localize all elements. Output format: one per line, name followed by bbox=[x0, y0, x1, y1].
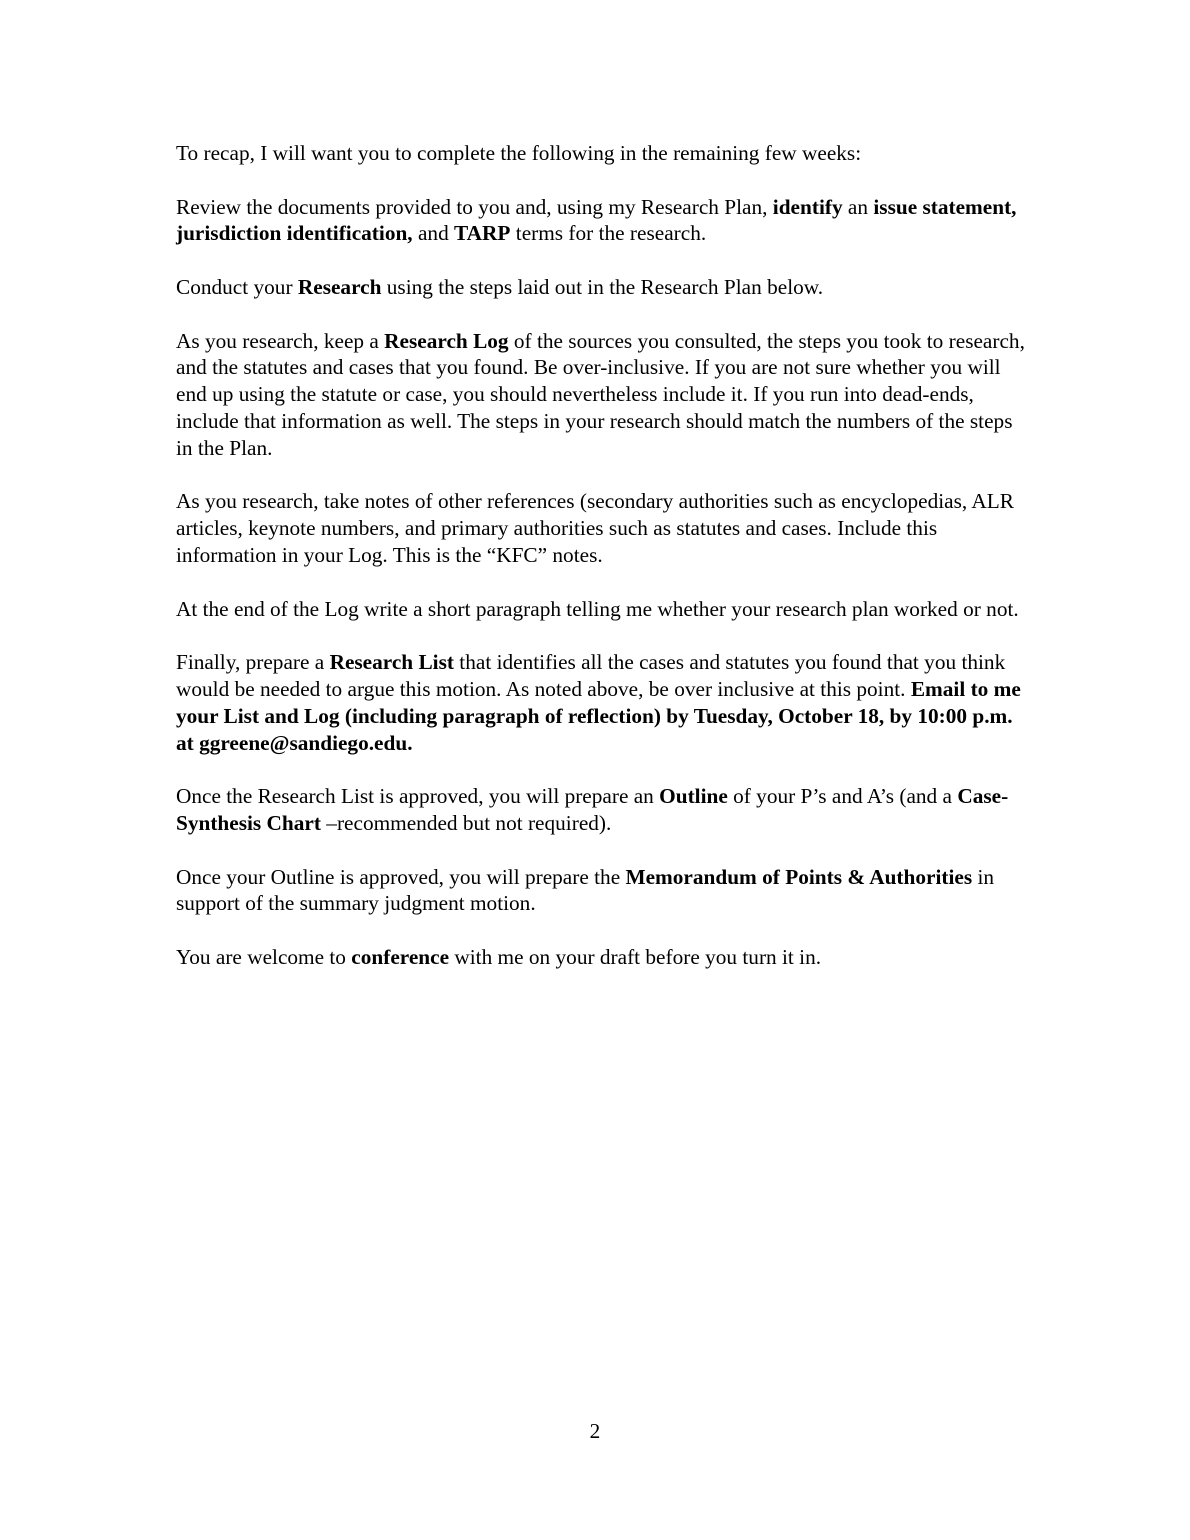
text-run-bold: identify bbox=[772, 194, 843, 219]
paragraph-review bbox=[176, 194, 1026, 248]
text-run-bold: TARP bbox=[454, 221, 511, 246]
paragraph-recap bbox=[176, 140, 1026, 167]
text-run-bold: conference bbox=[351, 944, 450, 969]
text-run: of the sources you consulted, the steps you took to research, and the statutes and cases that you found. Be over-inclusive. If you are not sure whether you will end up using the statute or case, you should nevertheless include it. If you run into dead-ends, include that information as well. The steps in your research should match the numbers of the steps in the Plan. bbox=[176, 328, 1025, 460]
text-run: with me on your draft before you turn it in. bbox=[449, 944, 822, 969]
text-run: To recap, I will want you to complete the following in the remaining few weeks: bbox=[176, 141, 862, 165]
text-run: Finally, prepare a bbox=[176, 650, 330, 675]
text-run: an bbox=[842, 194, 874, 219]
text-run-bold: Case-Synthesis Chart bbox=[176, 784, 1009, 835]
text-run-bold: Research bbox=[297, 274, 382, 299]
text-run: that identifies all the cases and statutes you found that you think would be needed to argue this motion. As noted above, be over inclusive at this point. bbox=[176, 650, 1006, 701]
paragraph-memorandum bbox=[176, 864, 1026, 918]
text-run: You are welcome to bbox=[176, 944, 352, 969]
text-run: using the steps laid out in the Research Plan below. bbox=[381, 274, 824, 299]
text-run-bold: issue statement, jurisdiction identification, bbox=[176, 194, 1017, 246]
text-run: in support of the summary judgment motion. bbox=[176, 864, 995, 916]
paragraph-reflection bbox=[176, 596, 1026, 623]
text-run: of your P’s and A’s (and a bbox=[727, 784, 958, 809]
text-run: Conduct your bbox=[176, 274, 298, 299]
paragraph-notes bbox=[176, 488, 1026, 568]
text-run: terms for the research. bbox=[510, 221, 707, 246]
text-run: –recommended but not required). bbox=[320, 810, 612, 835]
paragraph-outline bbox=[176, 783, 1026, 837]
page-number: 2 bbox=[589, 1419, 601, 1443]
paragraph-log bbox=[176, 328, 1026, 462]
paragraph-list bbox=[176, 649, 1026, 756]
text-run-bold: Email to me your List and Log (including paragraph of reflection) by Tuesday, October 18, by 10:00 p.m. at ggreene@sandiego.edu. bbox=[176, 676, 1021, 755]
text-run: As you research, take notes of other references (secondary authorities such as encyclopedias, ALR articles, keynote numbers, and primary authorities such as statutes and cases. Include this information in your Log. This is the “KFC” notes. bbox=[176, 489, 1014, 567]
document-body bbox=[176, 140, 1026, 998]
text-run: Once your Outline is approved, you will prepare the bbox=[176, 864, 626, 889]
text-run: and bbox=[412, 221, 455, 246]
text-run: Review the documents provided to you and, using my Research Plan, bbox=[176, 194, 773, 219]
text-run: Once the Research List is approved, you will prepare an bbox=[176, 784, 660, 809]
text-run-bold: Outline bbox=[659, 784, 728, 809]
paragraph-conference bbox=[176, 944, 1026, 971]
paragraph-conduct bbox=[176, 274, 1026, 301]
text-run-bold: Research List bbox=[329, 650, 454, 675]
text-run-bold: Memorandum of Points & Authorities bbox=[625, 864, 973, 889]
text-run: At the end of the Log write a short paragraph telling me whether your research plan worked or not. bbox=[176, 596, 1019, 621]
text-run-bold: Research Log bbox=[384, 328, 509, 353]
text-run: As you research, keep a bbox=[176, 328, 385, 353]
